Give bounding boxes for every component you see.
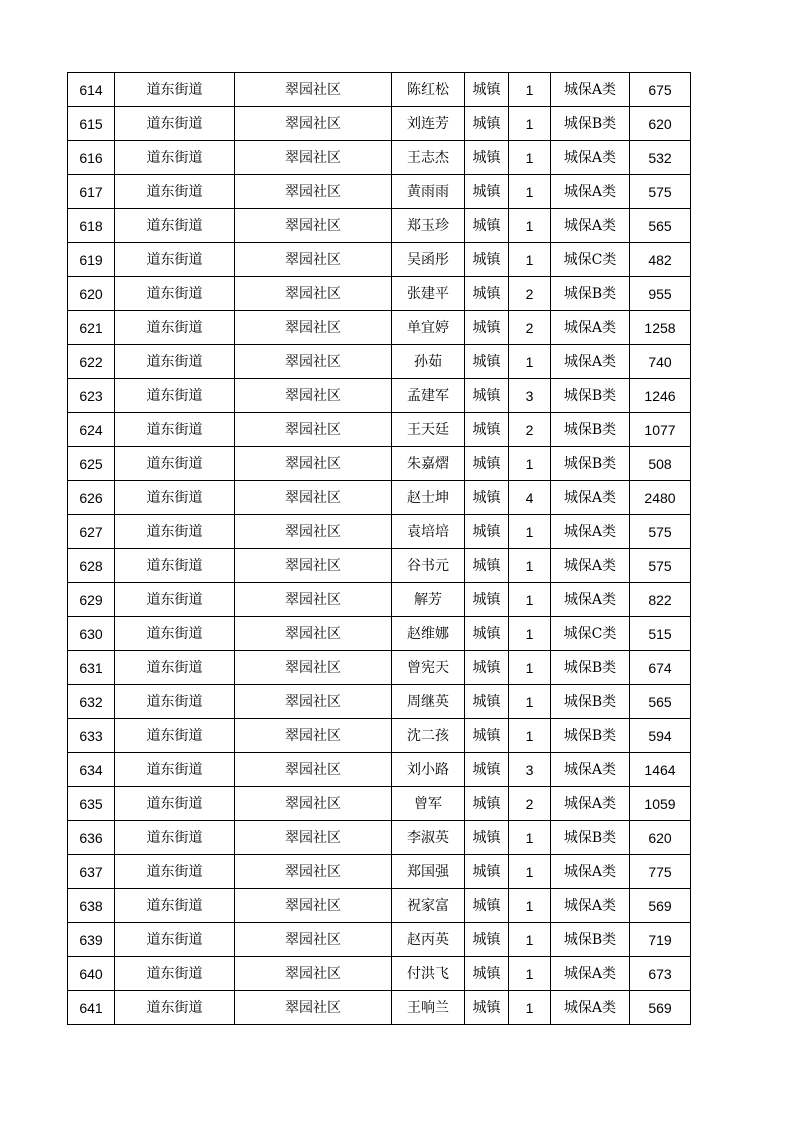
cell-street: 道东街道: [115, 209, 235, 243]
cell-household-count: 2: [509, 413, 551, 447]
cell-person-name: 陈红松: [392, 73, 465, 107]
cell-area-type: 城镇: [465, 855, 509, 889]
cell-insurance-category: 城保B类: [551, 413, 630, 447]
cell-person-name: 郑国强: [392, 855, 465, 889]
cell-amount: 740: [630, 345, 691, 379]
table-row: [68, 685, 691, 719]
cell-insurance-category: 城保B类: [551, 821, 630, 855]
cell-row-number: 638: [68, 889, 115, 923]
cell-community: 翠园社区: [235, 923, 392, 957]
cell-community: 翠园社区: [235, 481, 392, 515]
cell-person-name: 王响兰: [392, 991, 465, 1025]
cell-insurance-category: 城保A类: [551, 957, 630, 991]
cell-area-type: 城镇: [465, 651, 509, 685]
cell-row-number: 636: [68, 821, 115, 855]
cell-household-count: 1: [509, 515, 551, 549]
cell-community: 翠园社区: [235, 175, 392, 209]
cell-street: 道东街道: [115, 141, 235, 175]
data-table: [67, 72, 691, 1025]
cell-row-number: 619: [68, 243, 115, 277]
cell-person-name: 吴函彤: [392, 243, 465, 277]
cell-person-name: 张建平: [392, 277, 465, 311]
cell-insurance-category: 城保B类: [551, 379, 630, 413]
cell-amount: 532: [630, 141, 691, 175]
cell-row-number: 639: [68, 923, 115, 957]
cell-person-name: 付洪飞: [392, 957, 465, 991]
cell-row-number: 641: [68, 991, 115, 1025]
table-row: [68, 923, 691, 957]
table-row: [68, 345, 691, 379]
cell-insurance-category: 城保B类: [551, 923, 630, 957]
cell-amount: 620: [630, 107, 691, 141]
table-row: [68, 719, 691, 753]
cell-row-number: 637: [68, 855, 115, 889]
cell-community: 翠园社区: [235, 243, 392, 277]
cell-community: 翠园社区: [235, 549, 392, 583]
cell-amount: 1059: [630, 787, 691, 821]
cell-insurance-category: 城保A类: [551, 175, 630, 209]
cell-row-number: 625: [68, 447, 115, 481]
cell-person-name: 朱嘉熠: [392, 447, 465, 481]
cell-area-type: 城镇: [465, 787, 509, 821]
cell-person-name: 刘连芳: [392, 107, 465, 141]
cell-amount: 575: [630, 549, 691, 583]
table-row: [68, 957, 691, 991]
cell-amount: 955: [630, 277, 691, 311]
cell-street: 道东街道: [115, 753, 235, 787]
table-row: [68, 141, 691, 175]
cell-street: 道东街道: [115, 311, 235, 345]
cell-amount: 569: [630, 889, 691, 923]
cell-street: 道东街道: [115, 175, 235, 209]
cell-household-count: 3: [509, 753, 551, 787]
cell-household-count: 1: [509, 447, 551, 481]
cell-area-type: 城镇: [465, 821, 509, 855]
cell-amount: 675: [630, 73, 691, 107]
cell-street: 道东街道: [115, 107, 235, 141]
cell-community: 翠园社区: [235, 753, 392, 787]
table-row: [68, 753, 691, 787]
cell-row-number: 614: [68, 73, 115, 107]
cell-amount: 569: [630, 991, 691, 1025]
cell-row-number: 628: [68, 549, 115, 583]
cell-row-number: 624: [68, 413, 115, 447]
cell-row-number: 621: [68, 311, 115, 345]
table-row: [68, 515, 691, 549]
cell-area-type: 城镇: [465, 209, 509, 243]
cell-amount: 775: [630, 855, 691, 889]
cell-amount: 482: [630, 243, 691, 277]
cell-person-name: 曾军: [392, 787, 465, 821]
cell-street: 道东街道: [115, 413, 235, 447]
cell-community: 翠园社区: [235, 787, 392, 821]
cell-amount: 575: [630, 175, 691, 209]
cell-amount: 620: [630, 821, 691, 855]
cell-community: 翠园社区: [235, 209, 392, 243]
cell-household-count: 1: [509, 957, 551, 991]
cell-person-name: 郑玉珍: [392, 209, 465, 243]
cell-person-name: 孙茹: [392, 345, 465, 379]
cell-household-count: 1: [509, 583, 551, 617]
cell-household-count: 1: [509, 243, 551, 277]
cell-insurance-category: 城保A类: [551, 141, 630, 175]
cell-area-type: 城镇: [465, 583, 509, 617]
table-row: [68, 379, 691, 413]
cell-row-number: 622: [68, 345, 115, 379]
cell-area-type: 城镇: [465, 73, 509, 107]
cell-street: 道东街道: [115, 991, 235, 1025]
cell-person-name: 黄雨雨: [392, 175, 465, 209]
table-row: [68, 549, 691, 583]
cell-community: 翠园社区: [235, 583, 392, 617]
cell-street: 道东街道: [115, 923, 235, 957]
cell-amount: 565: [630, 685, 691, 719]
cell-person-name: 祝家富: [392, 889, 465, 923]
cell-area-type: 城镇: [465, 685, 509, 719]
cell-household-count: 2: [509, 277, 551, 311]
cell-amount: 2480: [630, 481, 691, 515]
table-row: [68, 277, 691, 311]
cell-amount: 565: [630, 209, 691, 243]
cell-area-type: 城镇: [465, 719, 509, 753]
cell-person-name: 单宜婷: [392, 311, 465, 345]
cell-row-number: 620: [68, 277, 115, 311]
cell-household-count: 1: [509, 855, 551, 889]
cell-street: 道东街道: [115, 243, 235, 277]
cell-row-number: 617: [68, 175, 115, 209]
cell-area-type: 城镇: [465, 413, 509, 447]
cell-amount: 673: [630, 957, 691, 991]
cell-household-count: 2: [509, 311, 551, 345]
table-row: [68, 821, 691, 855]
cell-insurance-category: 城保A类: [551, 515, 630, 549]
cell-insurance-category: 城保A类: [551, 345, 630, 379]
cell-person-name: 孟建军: [392, 379, 465, 413]
cell-insurance-category: 城保A类: [551, 787, 630, 821]
cell-street: 道东街道: [115, 685, 235, 719]
cell-household-count: 4: [509, 481, 551, 515]
cell-insurance-category: 城保A类: [551, 889, 630, 923]
cell-area-type: 城镇: [465, 515, 509, 549]
table-row: [68, 481, 691, 515]
cell-community: 翠园社区: [235, 311, 392, 345]
cell-community: 翠园社区: [235, 277, 392, 311]
table-row: [68, 413, 691, 447]
cell-insurance-category: 城保A类: [551, 991, 630, 1025]
cell-area-type: 城镇: [465, 481, 509, 515]
cell-street: 道东街道: [115, 821, 235, 855]
cell-area-type: 城镇: [465, 277, 509, 311]
cell-person-name: 王天廷: [392, 413, 465, 447]
cell-row-number: 626: [68, 481, 115, 515]
cell-amount: 575: [630, 515, 691, 549]
cell-street: 道东街道: [115, 481, 235, 515]
cell-amount: 508: [630, 447, 691, 481]
cell-household-count: 1: [509, 209, 551, 243]
cell-household-count: 1: [509, 685, 551, 719]
cell-amount: 719: [630, 923, 691, 957]
cell-row-number: 632: [68, 685, 115, 719]
cell-community: 翠园社区: [235, 107, 392, 141]
cell-area-type: 城镇: [465, 175, 509, 209]
cell-area-type: 城镇: [465, 243, 509, 277]
cell-community: 翠园社区: [235, 889, 392, 923]
cell-amount: 822: [630, 583, 691, 617]
cell-amount: 1464: [630, 753, 691, 787]
table-row: [68, 311, 691, 345]
cell-insurance-category: 城保A类: [551, 549, 630, 583]
cell-person-name: 赵士坤: [392, 481, 465, 515]
cell-person-name: 王志杰: [392, 141, 465, 175]
cell-insurance-category: 城保B类: [551, 447, 630, 481]
cell-person-name: 赵维娜: [392, 617, 465, 651]
table-row: [68, 617, 691, 651]
cell-person-name: 沈二孩: [392, 719, 465, 753]
table-row: [68, 107, 691, 141]
cell-street: 道东街道: [115, 957, 235, 991]
cell-street: 道东街道: [115, 617, 235, 651]
cell-street: 道东街道: [115, 73, 235, 107]
cell-street: 道东街道: [115, 889, 235, 923]
cell-person-name: 李淑英: [392, 821, 465, 855]
cell-household-count: 1: [509, 923, 551, 957]
cell-area-type: 城镇: [465, 753, 509, 787]
cell-amount: 1077: [630, 413, 691, 447]
cell-area-type: 城镇: [465, 345, 509, 379]
cell-community: 翠园社区: [235, 141, 392, 175]
cell-household-count: 2: [509, 787, 551, 821]
cell-street: 道东街道: [115, 277, 235, 311]
cell-insurance-category: 城保A类: [551, 209, 630, 243]
cell-household-count: 1: [509, 549, 551, 583]
cell-household-count: 1: [509, 821, 551, 855]
cell-household-count: 1: [509, 141, 551, 175]
cell-community: 翠园社区: [235, 617, 392, 651]
table-row: [68, 243, 691, 277]
cell-community: 翠园社区: [235, 379, 392, 413]
cell-street: 道东街道: [115, 787, 235, 821]
cell-street: 道东街道: [115, 447, 235, 481]
cell-person-name: 赵丙英: [392, 923, 465, 957]
cell-area-type: 城镇: [465, 107, 509, 141]
cell-row-number: 640: [68, 957, 115, 991]
cell-street: 道东街道: [115, 651, 235, 685]
cell-amount: 674: [630, 651, 691, 685]
cell-insurance-category: 城保B类: [551, 719, 630, 753]
cell-household-count: 1: [509, 345, 551, 379]
table-row: [68, 175, 691, 209]
cell-person-name: 袁培培: [392, 515, 465, 549]
cell-insurance-category: 城保B类: [551, 107, 630, 141]
cell-area-type: 城镇: [465, 889, 509, 923]
cell-insurance-category: 城保C类: [551, 617, 630, 651]
cell-row-number: 616: [68, 141, 115, 175]
cell-area-type: 城镇: [465, 957, 509, 991]
cell-row-number: 634: [68, 753, 115, 787]
cell-household-count: 1: [509, 651, 551, 685]
cell-row-number: 631: [68, 651, 115, 685]
cell-person-name: 刘小路: [392, 753, 465, 787]
cell-household-count: 1: [509, 889, 551, 923]
table-row: [68, 651, 691, 685]
cell-row-number: 618: [68, 209, 115, 243]
table-body: [68, 73, 691, 1025]
cell-area-type: 城镇: [465, 923, 509, 957]
cell-insurance-category: 城保A类: [551, 481, 630, 515]
cell-street: 道东街道: [115, 583, 235, 617]
cell-area-type: 城镇: [465, 379, 509, 413]
cell-row-number: 629: [68, 583, 115, 617]
cell-community: 翠园社区: [235, 345, 392, 379]
table-row: [68, 73, 691, 107]
cell-household-count: 1: [509, 991, 551, 1025]
cell-household-count: 1: [509, 73, 551, 107]
table-row: [68, 583, 691, 617]
cell-street: 道东街道: [115, 345, 235, 379]
cell-area-type: 城镇: [465, 311, 509, 345]
cell-area-type: 城镇: [465, 447, 509, 481]
cell-area-type: 城镇: [465, 991, 509, 1025]
cell-amount: 1246: [630, 379, 691, 413]
cell-community: 翠园社区: [235, 447, 392, 481]
cell-street: 道东街道: [115, 379, 235, 413]
cell-row-number: 615: [68, 107, 115, 141]
cell-street: 道东街道: [115, 719, 235, 753]
cell-community: 翠园社区: [235, 855, 392, 889]
cell-street: 道东街道: [115, 515, 235, 549]
cell-insurance-category: 城保A类: [551, 583, 630, 617]
cell-street: 道东街道: [115, 855, 235, 889]
cell-community: 翠园社区: [235, 685, 392, 719]
cell-household-count: 3: [509, 379, 551, 413]
cell-area-type: 城镇: [465, 549, 509, 583]
cell-insurance-category: 城保A类: [551, 73, 630, 107]
cell-person-name: 曾宪天: [392, 651, 465, 685]
cell-row-number: 633: [68, 719, 115, 753]
cell-insurance-category: 城保B类: [551, 685, 630, 719]
cell-person-name: 解芳: [392, 583, 465, 617]
cell-row-number: 627: [68, 515, 115, 549]
cell-insurance-category: 城保A类: [551, 855, 630, 889]
cell-insurance-category: 城保C类: [551, 243, 630, 277]
cell-community: 翠园社区: [235, 413, 392, 447]
cell-community: 翠园社区: [235, 957, 392, 991]
table-row: [68, 209, 691, 243]
cell-amount: 515: [630, 617, 691, 651]
cell-area-type: 城镇: [465, 141, 509, 175]
cell-amount: 1258: [630, 311, 691, 345]
cell-community: 翠园社区: [235, 991, 392, 1025]
cell-insurance-category: 城保B类: [551, 277, 630, 311]
cell-row-number: 630: [68, 617, 115, 651]
table-row: [68, 447, 691, 481]
cell-community: 翠园社区: [235, 73, 392, 107]
table-row: [68, 991, 691, 1025]
cell-insurance-category: 城保A类: [551, 311, 630, 345]
cell-household-count: 1: [509, 719, 551, 753]
cell-community: 翠园社区: [235, 821, 392, 855]
cell-community: 翠园社区: [235, 719, 392, 753]
cell-community: 翠园社区: [235, 515, 392, 549]
cell-household-count: 1: [509, 175, 551, 209]
cell-person-name: 周继英: [392, 685, 465, 719]
cell-insurance-category: 城保B类: [551, 651, 630, 685]
cell-community: 翠园社区: [235, 651, 392, 685]
cell-person-name: 谷书元: [392, 549, 465, 583]
cell-amount: 594: [630, 719, 691, 753]
cell-household-count: 1: [509, 107, 551, 141]
cell-row-number: 635: [68, 787, 115, 821]
cell-household-count: 1: [509, 617, 551, 651]
cell-insurance-category: 城保A类: [551, 753, 630, 787]
cell-street: 道东街道: [115, 549, 235, 583]
table-row: [68, 787, 691, 821]
cell-area-type: 城镇: [465, 617, 509, 651]
table-row: [68, 855, 691, 889]
cell-row-number: 623: [68, 379, 115, 413]
table-row: [68, 889, 691, 923]
